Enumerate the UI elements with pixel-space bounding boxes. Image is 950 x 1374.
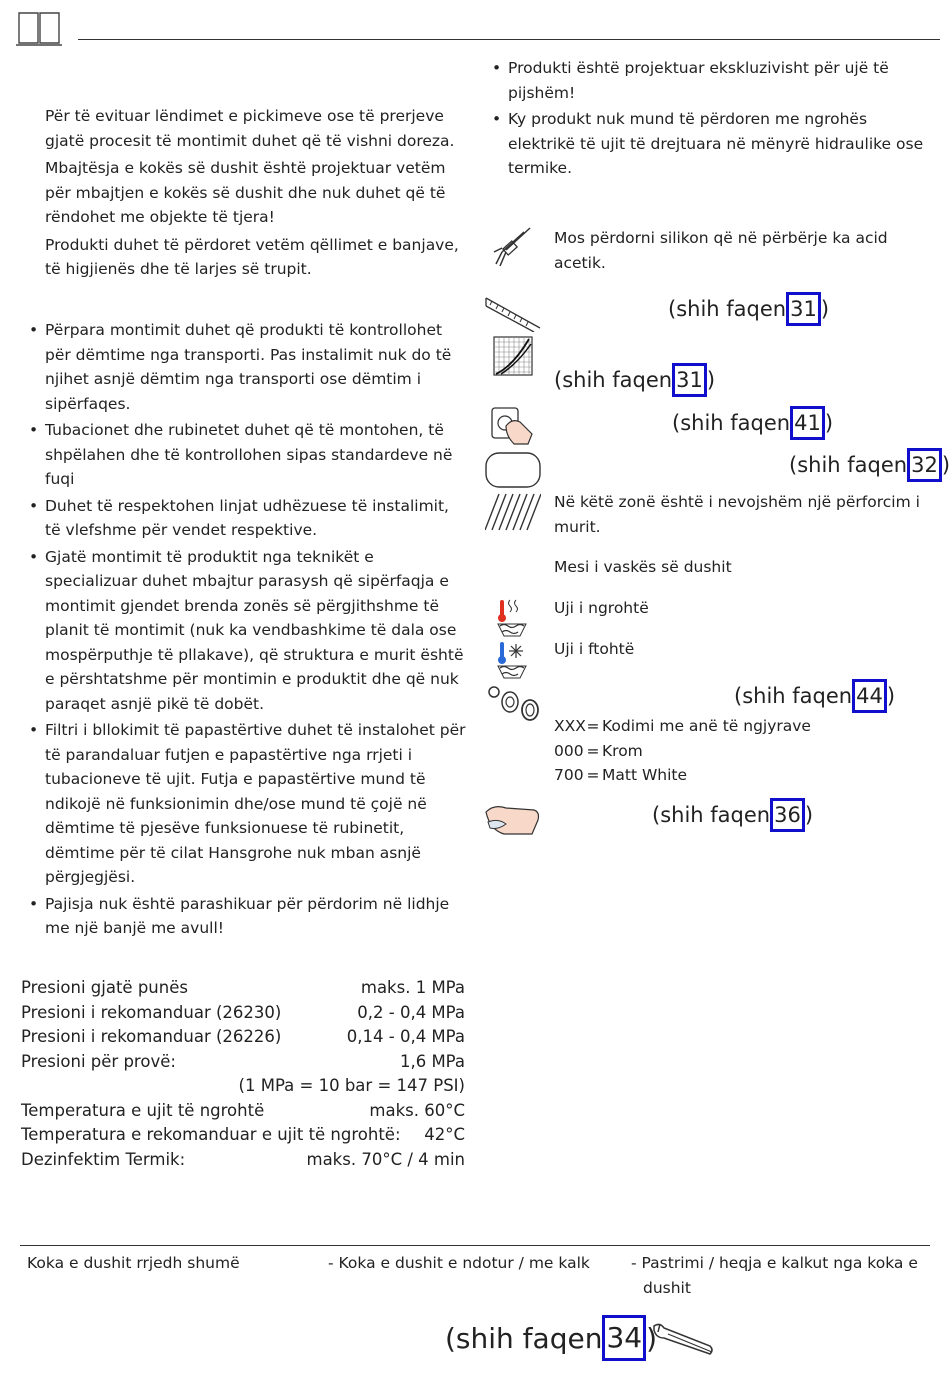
ref-prefix: (shih faqen [734, 684, 853, 708]
equals-sign: = [586, 717, 600, 735]
accessories-page-ref [734, 679, 895, 713]
ruler-icon [484, 294, 542, 332]
hot-water-icon [494, 598, 530, 638]
troubleshooting-page-ref [445, 1315, 657, 1361]
spec-row [21, 976, 465, 1001]
spec-value: 1,6 MPa [399, 1051, 465, 1071]
cold-water-icon [494, 640, 530, 680]
spec-value: maks. 70°C / 4 min [306, 1149, 465, 1169]
list-item: • Filtri i bllokimit të papastërtive duhet të instalohet për të parandaluar futjen e papastërtive nga rrjeti i tubacioneve të ujit. Futja e papastërtive mund të ndikojë në funksionimin dhe/ose mund të çojë në dëmtime të pjesëve funksionuese të rubinetit, dëmtime për të cilat Hansgrohe nuk mban asnjë përgjegjësi. [29, 718, 467, 890]
remedy-text: - Pastrimi / heqja e kalkut nga koka e dushit [631, 1254, 918, 1297]
color-name: Matt White [602, 766, 688, 784]
cleaning-page-ref [652, 798, 813, 832]
test-certificate-page-ref [672, 406, 833, 440]
ref-prefix: (shih faqen [554, 368, 673, 392]
safety-paragraph: Mbajtësja e kokës së dushit është projektuar vetëm për mbajtjen e kokës së dushit dhe nuk duhet që të rëndohet me objekte të tjera! [45, 159, 446, 226]
book-icon [16, 9, 62, 47]
troubleshooting-rule [20, 1245, 930, 1246]
hatched-area-icon [485, 492, 541, 532]
ref-suffix: ) [804, 803, 814, 827]
spare-parts-page-ref [789, 448, 950, 482]
installation-notes-list [29, 318, 467, 941]
dimensions-page-ref [668, 292, 829, 326]
ref-suffix: ) [706, 368, 716, 392]
equals-sign: = [586, 766, 600, 784]
spec-label: Temperatura e ujit të ngrohtë [21, 1100, 265, 1120]
spec-label: Presioni për provë: [21, 1051, 176, 1071]
page-link[interactable]: 31 [786, 292, 821, 326]
flow-page-ref [554, 363, 715, 397]
page-link[interactable]: 34 [602, 1315, 646, 1361]
technical-data [21, 976, 465, 1172]
list-item: • Gjatë montimit të produktit nga teknikët e specializuar duhet mbajtur parasysh që sipërfaqja e montimit gjendet brenda zonës së përgjithshme të planit të montimit (nuk ka vendbashkime të dala ose mospërputhje të pllakave), që struktura e murit është e përshtatshme për montimin e produktit dhe që nuk paraqet asnjë pikë të dobët. [29, 545, 467, 717]
color-code: 000 [554, 741, 584, 760]
list-item: • Pajisja nuk është parashikuar për përdorim në lidhje me një banjë me avull! [29, 892, 467, 941]
wrench-icon [650, 1320, 716, 1360]
fault-text: Koka e dushit rrjedh shumë [27, 1254, 240, 1272]
color-code: 700 [554, 766, 584, 784]
seals-icon [486, 682, 544, 722]
ref-suffix: ) [824, 411, 834, 435]
spec-label: Presioni gjatë punës [21, 978, 188, 997]
hot-water-label: Uji i ngrohtë [554, 599, 649, 617]
page-link[interactable]: 31 [672, 363, 707, 397]
spec-value: (1 MPa = 10 bar = 147 PSI) [238, 1076, 465, 1095]
ref-suffix: ) [886, 684, 896, 708]
safety-paragraph: Për të evituar lëndimet e pickimeve ose të prerjeve gjatë procesit të montimit duhet që të vishni doreza. [45, 107, 455, 150]
ref-suffix: ) [941, 453, 950, 477]
page-link[interactable]: 41 [790, 406, 825, 440]
silicone-gun-icon [490, 226, 534, 270]
reinforcement-note: Në këtë zonë është i nevojshëm një përforcim i murit. [554, 493, 920, 536]
spec-label: Presioni i rekomanduar (26230) [21, 1002, 282, 1022]
color-code-row [554, 763, 811, 788]
hand-test-icon [490, 404, 536, 446]
spec-row [21, 1123, 465, 1148]
ref-prefix: (shih faqen [652, 803, 771, 827]
page-link[interactable]: 44 [852, 679, 887, 713]
spec-row [21, 1001, 465, 1026]
shower-center-label: Mesi i vaskës së dushit [554, 558, 732, 576]
color-code-row [554, 739, 811, 764]
list-item: • Përpara montimit duhet që produkti të kontrollohet për dëmtime nga transporti. Pas instalimit nuk do të njihet asnjë dëmtim nga transporti ose dëmtim i sipërfaqes. [29, 318, 467, 416]
spec-row [21, 1148, 465, 1173]
list-item: • Produkti është projektuar ekskluzivisht për ujë të pijshëm! [492, 56, 932, 105]
spec-row [21, 1050, 465, 1075]
spec-value: 42°C [424, 1125, 465, 1144]
cleaning-hand-icon [484, 800, 542, 838]
ref-prefix: (shih faqen [789, 453, 908, 477]
list-item: • Tubacionet dhe rubinetet duhet që të montohen, të shpëlahen dhe të kontrollohen sipas standardeve në fuqi [29, 418, 467, 492]
color-name: Kodimi me anë të ngjyrave [602, 717, 811, 735]
color-name: Krom [602, 741, 643, 760]
spec-label: Dezinfektim Termik: [21, 1149, 186, 1169]
spec-value: maks. 60°C [369, 1100, 465, 1120]
safety-section [45, 104, 465, 285]
ref-prefix: (shih faqen [668, 297, 787, 321]
spec-row [21, 1099, 465, 1124]
spec-value: 0,2 - 0,4 MPa [357, 1002, 465, 1022]
spec-row [21, 1025, 465, 1050]
list-item: • Ky produkt nuk mund të përdoren me ngrohës elektrikë të ujit të drejtuara në mënyrë hidraulike ose termike. [492, 107, 932, 181]
safety-paragraph: Produkti duhet të përdoret vetëm qëllimet e banjave, të higjienës dhe të larjes së trupit. [45, 235, 459, 278]
equals-sign: = [586, 741, 600, 760]
spec-row [21, 1074, 465, 1099]
header-rule [78, 39, 940, 40]
ref-prefix: (shih faqen [445, 1321, 603, 1355]
silicone-warning: Mos përdorni silikon që në përbërje ka acid acetik. [554, 229, 888, 272]
ref-suffix: ) [820, 297, 830, 321]
page-link[interactable]: 36 [770, 798, 805, 832]
spec-value: 0,14 - 0,4 MPa [346, 1027, 465, 1046]
color-code: XXX [554, 717, 586, 735]
spec-value: maks. 1 MPa [360, 978, 465, 997]
color-code-row [554, 714, 811, 739]
flow-chart-icon [493, 336, 533, 376]
spec-label: Presioni i rekomanduar (26226) [21, 1027, 282, 1046]
ref-suffix: ) [646, 1321, 658, 1355]
cold-water-label: Uji i ftohtë [554, 640, 635, 658]
rounded-rectangle-icon [485, 452, 541, 488]
spec-label: Temperatura e rekomanduar e ujit të ngrohtë: [21, 1125, 401, 1144]
right-notes-list [492, 56, 932, 181]
color-codes [554, 714, 811, 788]
list-item: • Duhet të respektohen linjat udhëzuese të instalimit, të vlefshme për vendet respektive. [29, 494, 467, 543]
page-link[interactable]: 32 [907, 448, 942, 482]
cause-text: - Koka e dushit e ndotur / me kalk [328, 1254, 590, 1272]
ref-prefix: (shih faqen [672, 411, 791, 435]
